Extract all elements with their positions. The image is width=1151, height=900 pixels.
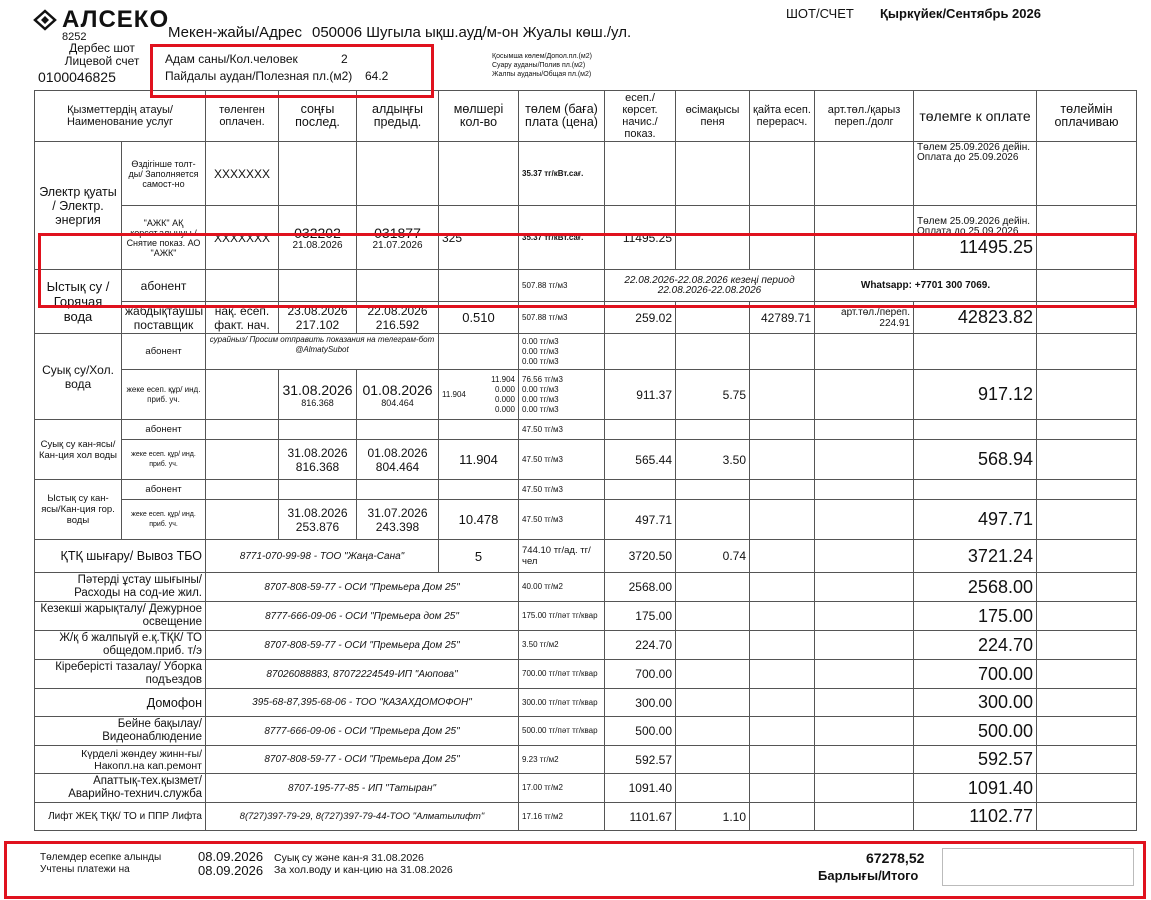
company-logo <box>32 6 169 34</box>
col-charged: есеп./көрсет. начис./показ. <box>605 91 676 142</box>
prev-date: 21.07.2026 <box>372 239 423 251</box>
provider: 8707-808-59-77 - ОСИ "Премьера Дом 25" <box>206 573 519 602</box>
sub-qty: 0.000 <box>494 404 515 414</box>
provider: 8771-070-99-98 - ТОО "Жаңа-Сана" <box>206 540 439 573</box>
prev-date: 01.08.2026 <box>362 381 433 398</box>
due-note: Төлем 25.09.2026 дейін. Оплата до 25.09.2026 <box>917 216 1031 237</box>
prev-reading: 804.464 <box>381 397 414 408</box>
table-row <box>35 334 1137 370</box>
to-pay-value: 2568.00 <box>914 573 1037 602</box>
total-label: Барлығы/Итого <box>818 868 919 883</box>
area-value: 64.2 <box>365 69 389 83</box>
service-name: Күрделі жөндеу жинн-ғы/ Накопл.на кап.ремонт <box>35 746 206 774</box>
qty-value: 11.904 <box>439 440 519 480</box>
service-name: Электр қуаты / Электр. энергия <box>35 142 122 270</box>
price-value: 40.00 тг/м2 <box>519 573 605 602</box>
price-value: 9.23 тг/м2 <box>519 746 605 774</box>
table-row <box>35 142 1137 206</box>
service-name: Домофон <box>35 689 206 717</box>
price-value: 47.50 тг/м3 <box>519 420 605 440</box>
col-last: соңғы послед. <box>279 91 357 142</box>
charged-value: 911.37 <box>605 370 676 420</box>
charged-value: 592.57 <box>605 746 676 774</box>
table-row <box>35 573 1137 602</box>
last-date: 31.08.2026 <box>282 381 353 398</box>
price-value: 700.00 тг/пәт тг/квар <box>519 660 605 689</box>
charged-value: 565.44 <box>605 440 676 480</box>
table-row <box>35 689 1137 717</box>
irrigated-area-label: Суару ауданы/Полив пл.(м2) <box>492 62 586 69</box>
fine-value: 0.74 <box>676 540 750 573</box>
provider: 8777-666-09-06 - ОСИ "Премьера дом 25" <box>206 602 519 631</box>
price-value: 744.10 тг/ад. тг/чел <box>519 540 605 573</box>
fine-value: 1.10 <box>676 803 750 831</box>
footer-note: Суық су және кан-я 31.08.2026 <box>274 852 424 864</box>
col-service: Қызметтердің атауы/ Наименование услуг <box>35 91 206 142</box>
price-value: 300.00 тг/пәт тг/квар <box>519 689 605 717</box>
sub-label: абонент <box>122 270 206 302</box>
col-prev: алдыңғы предыд. <box>357 91 439 142</box>
table-row <box>35 746 1137 774</box>
table-row <box>35 500 1137 540</box>
to-pay-value: 700.00 <box>914 660 1037 689</box>
telegram-note: сурайныз/ Просим отправить показания на телеграм-бот @AlmatySubot <box>206 334 439 370</box>
charged-value: 1091.40 <box>605 774 676 803</box>
charged-value: 11495.25 <box>605 206 676 270</box>
extra-area-block <box>492 52 592 79</box>
charged-value: 300.00 <box>605 689 676 717</box>
invoice-footer <box>6 840 1132 890</box>
to-pay-value: 568.94 <box>914 440 1037 480</box>
price-value: 47.50 тг/м3 <box>519 480 605 500</box>
to-pay-value: 300.00 <box>914 689 1037 717</box>
invoice-label: ШОТ/СЧЕТ <box>786 6 854 21</box>
table-row <box>35 803 1137 831</box>
payments-date: 08.09.2026 <box>198 849 264 864</box>
to-pay-value: 224.70 <box>914 631 1037 660</box>
extra-area-label: Қосымша көлем/Допол.пл.(м2) <box>492 53 592 60</box>
service-name: Бейне бақылау/ Видеонаблюдение <box>35 717 206 746</box>
qty-value: 325 <box>439 206 519 270</box>
fine-value: 3.50 <box>676 440 750 480</box>
sub-label: Өздігінше толт-ды/ Заполняется самост-но <box>122 142 206 206</box>
sub-label: жеке есеп. құр/ инд. приб. уч. <box>122 500 206 540</box>
to-pay-value: 175.00 <box>914 602 1037 631</box>
table-row <box>35 602 1137 631</box>
provider: 8707-195-77-85 - ИП "Татыран" <box>206 774 519 803</box>
price-value: 0.00 тг/м3 <box>522 404 559 414</box>
paid-value: XXXXXXX <box>206 206 279 270</box>
sub-label: жеке есеп. құр/ инд. приб. уч. <box>122 440 206 480</box>
prev-reading: 31.07.2026 243.398 <box>357 500 439 540</box>
service-name: Кіреберісті тазалау/ Уборка подъездов <box>35 660 206 689</box>
charged-value: 3720.50 <box>605 540 676 573</box>
payments-label: Төлемдер есепке алынды Учтены платежи на <box>40 852 162 875</box>
table-row <box>35 270 1137 302</box>
col-qty: мөлшері кол-во <box>439 91 519 142</box>
paid-value: нақ. есеп. факт. нач. <box>206 302 279 334</box>
logo-text: АЛСЕКО <box>62 6 170 33</box>
whatsapp-note: Whatsapp: +7701 300 7069. <box>815 270 1037 302</box>
last-date: 21.08.2026 <box>292 239 343 251</box>
price-value: 76.56 тг/м3 <box>522 374 563 384</box>
grand-total: 67278,52 <box>866 850 925 866</box>
service-name: Суық су кан-ясы/Кан-ция хол воды <box>35 420 122 480</box>
persons-value: 2 <box>341 52 348 66</box>
alseko-logo-icon <box>32 9 58 31</box>
price-value: 0.00 тг/м3 <box>522 336 559 346</box>
footer-note: За хол.воду и кан-цию на 31.08.2026 <box>274 864 453 876</box>
paid-value: XXXXXXX <box>206 142 279 206</box>
sub-qty: 11.904 <box>491 374 515 384</box>
account-number: 0100046825 <box>38 69 116 85</box>
table-row <box>35 440 1137 480</box>
logo-code: 8252 <box>62 31 87 43</box>
price-value: 47.50 тг/м3 <box>519 440 605 480</box>
sub-qty: 0.000 <box>494 384 515 394</box>
table-row <box>35 420 1137 440</box>
to-pay-value: 500.00 <box>914 717 1037 746</box>
prev-reading: 01.08.2026 804.464 <box>357 440 439 480</box>
table-row <box>35 660 1137 689</box>
recalc-value: 42789.71 <box>750 302 815 334</box>
sub-label: абонент <box>122 420 206 440</box>
charged-value: 224.70 <box>605 631 676 660</box>
qty-value: 11.904 <box>442 389 466 399</box>
col-to-pay: төлемге к оплате <box>914 91 1037 142</box>
price-value: 507.88 тг/м3 <box>519 270 605 302</box>
col-price: төлем (баға) плата (цена) <box>519 91 605 142</box>
account-label: Дербес шот Лицевой счет <box>64 41 140 68</box>
address-value: 050006 Шугыла ықш.ауд/м-он Жуалы көш./ул. <box>312 24 632 41</box>
service-name: Пәтерді ұстау шығыны/ Расходы на сод-ие жил. <box>35 573 206 602</box>
qty-value: 0.510 <box>439 302 519 334</box>
service-name: Апаттық-тех.қызмет/ Аварийно-технич.служба <box>35 774 206 803</box>
price-value: 0.00 тг/м3 <box>522 356 559 366</box>
pay-amount-field[interactable] <box>942 848 1134 886</box>
table-row <box>35 631 1137 660</box>
sub-label: жабдықтаушы поставщик <box>122 302 206 334</box>
last-reading: 31.08.2026 253.876 <box>279 500 357 540</box>
payments-date: 08.09.2026 <box>198 863 264 878</box>
service-name: Лифт ЖЕҚ ТҚК/ ТО и ППР Лифта <box>35 803 206 831</box>
qty-value: 5 <box>439 540 519 573</box>
col-i-pay: төлеймін оплачиваю <box>1037 91 1137 142</box>
to-pay-value: 11495.25 <box>959 237 1033 257</box>
total-area-label: Жалпы ауданы/Общая пл.(м2) <box>492 71 592 78</box>
col-fine: өсімақысы пеня <box>676 91 750 142</box>
last-reading: 23.08.2026 217.102 <box>279 302 357 334</box>
provider: 8707-808-59-77 - ОСИ "Премьера Дом 25" <box>206 746 519 774</box>
last-reading: 816.368 <box>301 397 334 408</box>
provider: 8(727)397-79-29, 8(727)397-79-44-ТОО "Алматылифт" <box>206 803 519 831</box>
price-value: 500.00 тг/пәт тг/квар <box>519 717 605 746</box>
table-row <box>35 480 1137 500</box>
last-reading: 032202 <box>294 224 341 241</box>
charged-value: 700.00 <box>605 660 676 689</box>
charged-value: 1101.67 <box>605 803 676 831</box>
invoice-period: Қыркүйек/Сентябрь 2026 <box>880 6 1041 21</box>
table-row <box>35 717 1137 746</box>
sub-qty: 0.000 <box>494 394 515 404</box>
price-value: 17.00 тг/м2 <box>519 774 605 803</box>
debt-value: арт.төл./переп. 224.91 <box>815 302 914 334</box>
to-pay-value: 3721.24 <box>914 540 1037 573</box>
sub-label: жеке есеп. құр/ инд. приб. уч. <box>122 370 206 420</box>
provider: 395-68-87,395-68-06 - ТОО "КАЗАХДОМОФОН" <box>206 689 519 717</box>
provider: 8707-808-59-77 - ОСИ "Премьера Дом 25" <box>206 631 519 660</box>
to-pay-value: 497.71 <box>914 500 1037 540</box>
fine-value: 5.75 <box>676 370 750 420</box>
price-value: 35.37 тг/кВт.сағ. <box>519 206 605 270</box>
price-value: 0.00 тг/м3 <box>522 384 559 394</box>
due-note: Төлем 25.09.2026 дейін. Оплата до 25.09.2026 <box>914 142 1037 206</box>
service-name: Ж/қ б жалпыүй е.қ.ТҚК/ ТО общедом.приб. т/э <box>35 631 206 660</box>
col-recalc: қайта есеп. перерасч. <box>750 91 815 142</box>
price-value: 175.00 тг/пәт тг/квар <box>519 602 605 631</box>
service-name: Ыстық су /Горячая вода <box>35 270 122 334</box>
sub-label: абонент <box>122 334 206 370</box>
to-pay-value: 917.12 <box>914 370 1037 420</box>
charged-value: 2568.00 <box>605 573 676 602</box>
price-value: 3.50 тг/м2 <box>519 631 605 660</box>
table-row <box>35 774 1137 803</box>
service-name: Ыстық су кан-ясы/Кан-ция гор. воды <box>35 480 122 540</box>
provider: 8777-666-09-06 - ОСИ "Премьера Дом 25" <box>206 717 519 746</box>
table-row <box>35 206 1137 270</box>
last-reading: 31.08.2026 816.368 <box>279 440 357 480</box>
address-label: Мекен-жайы/Адрес <box>168 24 303 41</box>
price-value: 0.00 тг/м3 <box>522 394 559 404</box>
prev-reading: 22.08.2026 216.592 <box>357 302 439 334</box>
charged-value: 500.00 <box>605 717 676 746</box>
area-label: Пайдалы аудан/Полезная пл.(м2) <box>165 69 353 83</box>
prev-reading: 031877 <box>374 224 421 241</box>
to-pay-value: 1102.77 <box>914 803 1037 831</box>
col-debt: арт.төл./қарыз переп./долг <box>815 91 914 142</box>
price-value: 35.37 тг/кВт.сағ. <box>519 142 605 206</box>
charged-value: 497.71 <box>605 500 676 540</box>
to-pay-value: 42823.82 <box>914 302 1037 334</box>
table-header-row <box>35 91 1137 142</box>
table-row <box>35 302 1137 334</box>
price-value: 47.50 тг/м3 <box>519 500 605 540</box>
price-value: 507.88 тг/м3 <box>519 302 605 334</box>
table-row <box>35 370 1137 420</box>
to-pay-value: 592.57 <box>914 746 1037 774</box>
price-value: 17.16 тг/м2 <box>519 803 605 831</box>
invoice-table <box>34 90 1137 831</box>
service-name: Суық су/Хол. вода <box>35 334 122 420</box>
period-note: 22.08.2026-22.08.2026 кезеңі период 22.08.2026-22.08.2026 <box>605 270 815 302</box>
qty-value: 10.478 <box>439 500 519 540</box>
sub-label: "АЖК" АҚ көрсет.алынуы /Снятие показ. АО "АЖК" <box>122 206 206 270</box>
charged-value: 175.00 <box>605 602 676 631</box>
service-name: ҚТҚ шығару/ Вывоз ТБО <box>35 540 206 573</box>
service-name: Кезекші жарықталу/ Дежурное освещение <box>35 602 206 631</box>
sub-label: абонент <box>122 480 206 500</box>
charged-value: 259.02 <box>605 302 676 334</box>
table-row <box>35 540 1137 573</box>
to-pay-value: 1091.40 <box>914 774 1037 803</box>
price-value: 0.00 тг/м3 <box>522 346 559 356</box>
persons-label: Адам саны/Кол.человек <box>165 52 298 66</box>
provider: 87026088883, 87072224549-ИП "Аюпова" <box>206 660 519 689</box>
col-paid: төленген оплачен. <box>206 91 279 142</box>
